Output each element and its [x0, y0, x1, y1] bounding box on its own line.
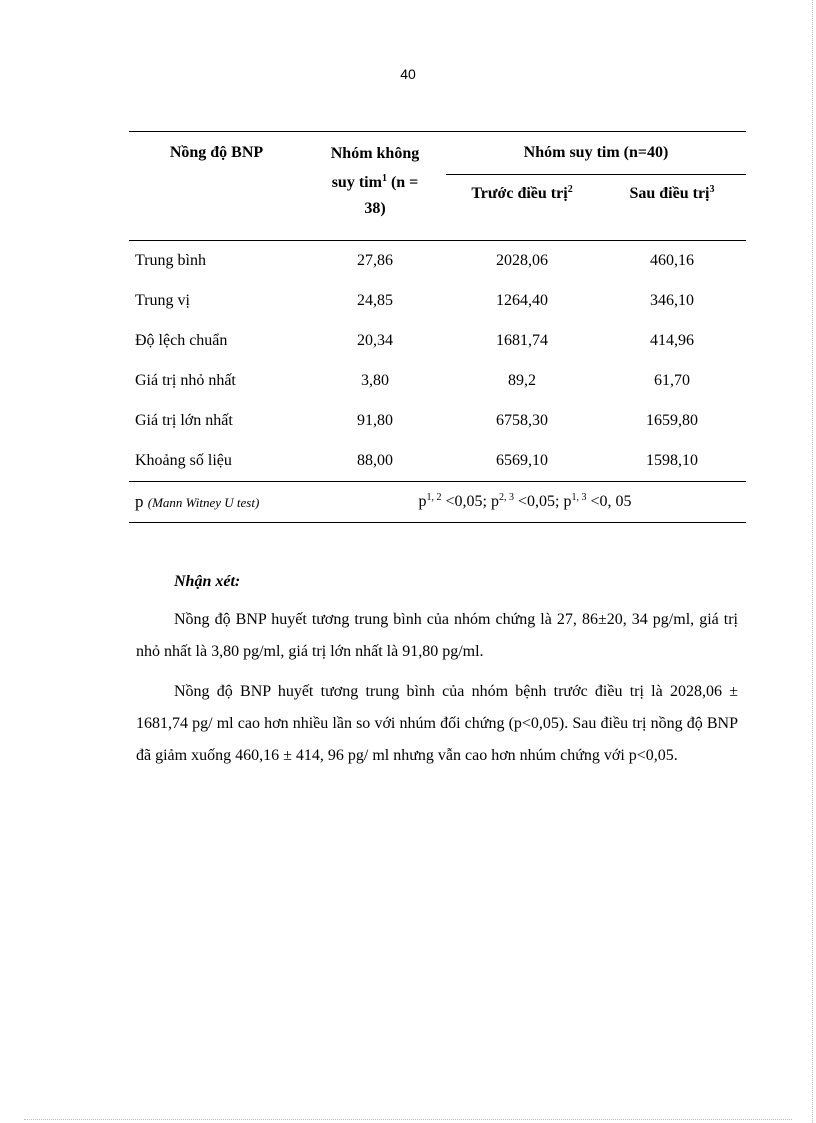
remarks-heading: Nhận xét: [174, 573, 241, 590]
remarks-paragraph-2: Nồng độ BNP huyết tương trung bình của nhóm bệnh trước điều trị là 2028,06 ± 1681,74 pg/ ml cao hơn nhiều lần so với nhúm đối chứng (p<0,05). Sau điều trị nồng độ BNP đã giảm xuống 460,16 ± 414, 96 pg/ ml nhưng vẫn cao hơn nhúm chứng với p<0,05. [136, 683, 738, 764]
row-label: Độ lệch chuẩn [135, 332, 228, 349]
header-non-heart-failure [304, 132, 446, 241]
table-row [129, 241, 746, 282]
table-row [129, 321, 746, 361]
cell-after: 1598,10 [646, 452, 698, 469]
table-row [129, 361, 746, 401]
header-after-treatment: Sau điều trị$^3$ [598, 175, 746, 241]
cell-before: 6758,30 [496, 412, 548, 429]
cell-before: 2028,06 [496, 252, 548, 269]
bnp-table [129, 131, 746, 523]
cell-before: 89,2 [508, 372, 536, 389]
cell-after: 1659,80 [646, 412, 698, 429]
header-non-hf-line2: suy tim$^1$ (n = [331, 173, 419, 191]
cell-non-hf: 27,86 [357, 252, 393, 269]
cell-before: 1681,74 [496, 332, 548, 349]
table-row [129, 281, 746, 321]
test-name: (Mann Witney U test) [147, 495, 260, 510]
page-border-right [812, 0, 813, 1123]
cell-before: 6569,10 [496, 452, 548, 469]
table-header-row [129, 132, 746, 175]
remarks-section [136, 566, 738, 780]
header-bnp-level: Nồng độ BNP [129, 132, 304, 241]
row-label: Trung vị [135, 292, 190, 309]
p-value-label: p (Mann Witney U test) [135, 492, 260, 511]
page-border-bottom [24, 1119, 792, 1120]
table-row [129, 401, 746, 441]
row-label: Trung bình [135, 252, 206, 269]
cell-non-hf: 24,85 [357, 292, 393, 309]
cell-after: 61,70 [654, 372, 690, 389]
cell-non-hf: 91,80 [357, 412, 393, 429]
cell-after: 460,16 [650, 252, 694, 269]
cell-after: 346,10 [650, 292, 694, 309]
row-label: Khoảng số liệu [135, 452, 232, 469]
page-number: 40 [400, 66, 416, 82]
p-value-row [129, 482, 746, 523]
header-before-treatment: Trước điều trị$^2$ [446, 175, 598, 241]
table-row [129, 441, 746, 482]
p-values: $p^{1, 2} <0,05$; $p^{2, 3} <0,05$; $p^{1, 3} <0$, 05 [418, 492, 632, 510]
cell-before: 1264,40 [496, 292, 548, 309]
cell-after: 414,96 [650, 332, 694, 349]
cell-non-hf: 20,34 [357, 332, 393, 349]
row-label: Giá trị lớn nhất [135, 412, 233, 429]
cell-non-hf: 88,00 [357, 452, 393, 469]
header-non-hf-line3: 38) [364, 200, 386, 217]
row-label: Giá trị nhỏ nhất [135, 372, 236, 389]
cell-non-hf: 3,80 [361, 372, 389, 389]
remarks-paragraph-1: Nồng độ BNP huyết tương trung bình của nhóm chứng là 27, 86±20, 34 pg/ml, giá trị nhỏ nhất là 3,80 pg/ml, giá trị lớn nhất là 91,80 pg/ml. [136, 611, 738, 660]
header-non-hf-line1: Nhóm không [330, 145, 420, 162]
header-heart-failure: Nhóm suy tim (n=40) [446, 132, 746, 175]
